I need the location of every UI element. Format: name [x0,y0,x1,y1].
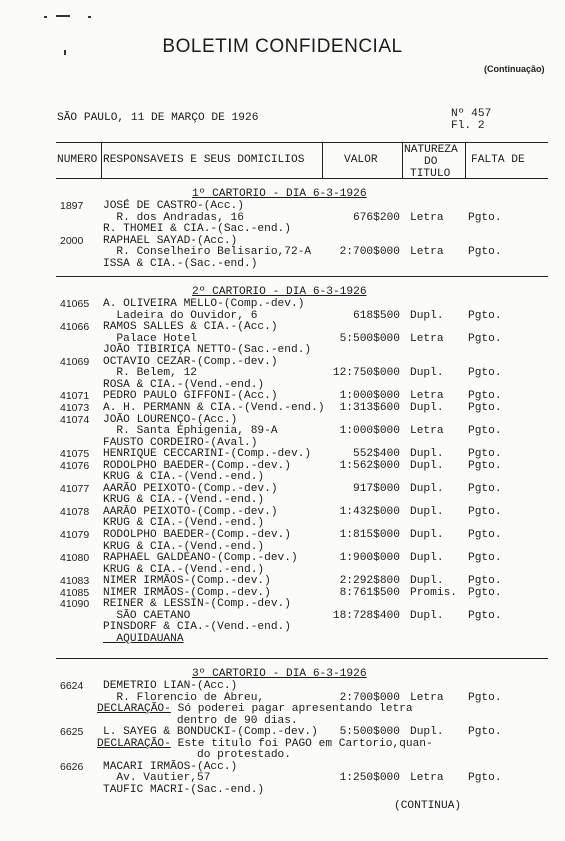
col-header-natureza: NATUREZA [404,144,458,156]
entry-nature: Dupl. [410,505,444,518]
entry-text: Av. Vautier,57 [103,772,211,785]
entry-value: 2:700$000 [339,246,400,259]
entry-nature: Dupl. [410,401,444,414]
entry-text: RODOLPHO BAEDER-(Comp.-dev.) [103,459,291,472]
entry-value: 1:815$000 [339,529,400,541]
cartorio-section-title: 2º CARTORIO - DIA 6-3-1926 [192,286,367,298]
entry-value: 1:000$000 [339,390,400,403]
entry-text: ISSA & CIA.-(Sac.-end.) [103,257,258,270]
entry-text: FAUSTO CORDEIRO-(Aval.) [103,436,258,449]
entry-falta: Pgto. [468,505,502,518]
entry-text: A. H. PERMANN & CIA.-(Vend.-end.) [103,401,325,414]
entry-nature: Letra [410,425,444,438]
scan-mark [88,16,91,18]
col-header-valor: VALOR [344,154,378,166]
col-header-numero: NUMERO [57,154,98,166]
entry-number: 41075 [60,448,90,461]
entry-nature: Dupl. [410,448,444,461]
scan-mark [44,16,47,18]
entry-text: REINER & LESSIN-(Comp.-dev.) [103,598,291,611]
entry-nature: Letra [410,772,444,785]
continuation-note: (Continuação) [484,64,545,74]
scan-mark [64,50,66,55]
entry-nature: Letra [410,332,444,345]
entry-number: 41073 [60,401,90,414]
entry-text: MACARI IRMÃOS-(Acc.) [103,760,238,773]
col-divider [101,142,102,179]
entry-number: 41080 [60,552,90,565]
entry-nature: Letra [410,246,444,259]
place-date: SÃO PAULO, 11 DE MARÇO DE 1926 [57,112,259,124]
document-title: BOLETIM CONFIDENCIAL [162,36,403,57]
entry-text: KRUG & CIA.-(Vend.-end.) [103,494,265,507]
entry-falta: Pgto. [468,390,502,403]
entry-text: OCTAVIO CEZAR-(Comp.-dev.) [103,355,278,368]
entry-nature: Dupl. [410,552,444,565]
entry-value: 2:292$800 [339,575,400,588]
entry-value: 552$400 [353,448,400,461]
entry-number: 6625 [60,726,84,739]
entry-text: JOÃO TIBIRIÇA NETTO-(Sac.-end.) [103,344,312,357]
entry-text: KRUG & CIA.-(Vend.-end.) [103,563,265,576]
entry-text: JOÃO LOURENÇO-(Acc.) [103,413,238,426]
entry-text: Palace Hotel [103,332,197,345]
entry-falta: Pgto. [468,609,502,622]
entry-value: 676$200 [353,211,400,224]
entry-text: RAPHAEL SAYAD-(Acc.) [103,234,238,247]
entry-falta: Pgto. [468,332,502,345]
entry-number: 41079 [60,529,90,541]
entry-number: 41083 [60,575,90,588]
entry-text: R. Belem, 12 [103,367,197,380]
entry-falta: Pgto. [468,726,502,739]
entry-text: RAPHAEL GALDEANO-(Comp.-dev.) [103,552,298,565]
entry-text: R. THOMEI & CIA.-(Sac.-end.) [103,223,291,236]
section-rule [56,276,548,277]
entry-nature: Dupl. [410,609,444,622]
col-divider [322,142,323,179]
entry-number: 6624 [60,680,84,692]
entry-number: 1897 [60,200,84,212]
entry-number: 41066 [60,321,90,334]
entry-text: R. dos Andradas, 16 [103,211,244,224]
entry-value: 5:500$000 [339,726,400,739]
entry-text: SÃO CAETANO [103,609,191,622]
entry-number: 41085 [60,586,90,599]
entry-falta: Pgto. [468,586,502,599]
entry-value: 1:313$600 [339,401,400,414]
col-header-falta: FALTA DE [471,154,525,166]
declaration-label: DECLARAÇÃO- [97,737,171,750]
entry-text: KRUG & CIA.-(Vend.-end.) [103,471,265,484]
entry-number: 41090 [60,598,90,611]
section-rule [56,658,548,659]
entry-text: KRUG & CIA.-(Vend.-end.) [103,517,265,530]
entry-nature: Promis. [410,586,457,599]
entry-value: 5:500$000 [339,332,400,345]
entry-value: 1:000$000 [339,425,400,438]
entry-value: 1:900$000 [339,552,400,565]
bulletin-number: Nº 457 [451,108,492,120]
entry-nature: Letra [410,211,444,224]
col-divider [465,142,466,179]
entry-falta: Pgto. [468,246,502,259]
entry-text: Só poderei pagar apresentando letra [170,703,413,716]
entry-value: 12:750$000 [332,367,400,380]
col-divider [402,142,403,179]
col-header-natureza: DO [424,156,438,168]
entry-text: do protestado. [103,749,291,762]
entry-value: 8:761$500 [339,586,400,599]
entry-nature: Letra [410,390,444,403]
cartorio-section-title: 1º CARTORIO - DIA 6-3-1926 [192,188,367,200]
entry-number: 6626 [60,760,84,773]
entry-text: NIMER IRMÃOS-(Comp.-dev.) [103,586,271,599]
entry-text: A. OLIVEIRA MELLO-(Comp.-dev.) [103,298,305,310]
entry-text: DEMETRIO LIAN-(Acc.) [103,680,238,692]
entry-text: HENRIQUE CECCARINI-(Comp.-dev.) [103,448,312,461]
declaration-label: DECLARAÇÃO- [97,703,171,716]
entry-number: 41074 [60,413,90,426]
entry-text: Este titulo foi PAGO em Cartorio,quan- [170,737,433,750]
sheet-number: Fl. 2 [451,120,485,132]
entry-value: 1:562$000 [339,459,400,472]
entry-value: 1:250$000 [339,772,400,785]
scan-mark [56,15,70,17]
entry-text: ROSA & CIA.-(Vend.-end.) [103,378,265,391]
entry-text: Ladeira do Ouvidor, 6 [103,309,258,322]
entry-nature: Dupl. [410,575,444,588]
entry-text: NIMER IRMÃOS-(Comp.-dev.) [103,575,271,588]
col-header-responsaveis: RESPONSAVEIS E SEUS DOMICILIOS [103,154,305,166]
entry-falta: Pgto. [468,529,502,541]
entry-falta: Pgto. [468,691,502,704]
entry-falta: Pgto. [468,401,502,414]
entry-number: 41077 [60,482,90,495]
entry-nature: Dupl. [410,309,444,322]
entry-text: AARÃO PEIXOTO-(Comp.-dev.) [103,482,278,495]
entry-nature: Dupl. [410,459,444,472]
entry-text: R. Florencio de Abreu, [103,691,265,704]
entry-falta: Pgto. [468,552,502,565]
entry-text: AARÃO PEIXOTO-(Comp.-dev.) [103,505,278,518]
entry-value: 618$500 [353,309,400,322]
entry-falta: Pgto. [468,459,502,472]
entry-nature: Letra [410,691,444,704]
col-header-natureza: TITULO [410,168,451,180]
header-top-rule [56,142,548,143]
entry-number: 41065 [60,298,90,310]
entry-nature: Dupl. [410,482,444,495]
entry-value: 2:700$000 [339,691,400,704]
entry-nature: Dupl. [410,529,444,541]
entry-text: RAMOS SALLES & CIA.-(Acc.) [103,321,278,334]
entry-falta: Pgto. [468,211,502,224]
entry-value: 18:728$400 [332,609,400,622]
entry-text: JOSÉ DE CASTRO-(Acc.) [103,200,244,212]
entry-falta: Pgto. [468,425,502,438]
entry-falta: Pgto. [468,448,502,461]
header-bottom-rule [56,178,548,179]
entry-number: 41071 [60,390,90,403]
cartorio-section-title: 3º CARTORIO - DIA 6-3-1926 [192,668,367,680]
entry-text: KRUG & CIA.-(Vend.-end.) [103,540,265,553]
entry-falta: Pgto. [468,575,502,588]
entry-text: R. Santa Ephigenia, 89-A [103,425,278,438]
entry-text: dentro de 90 dias. [103,714,298,727]
entry-nature: Dupl. [410,367,444,380]
entry-falta: Pgto. [468,309,502,322]
entry-falta: Pgto. [468,772,502,785]
entry-nature: Dupl. [410,726,444,739]
entry-text: PINSDORF & CIA.-(Vend.-end.) [103,621,291,634]
entry-text: PEDRO PAULO GIFFONI-(Acc.) [103,390,278,403]
entry-value: 1:432$000 [339,505,400,518]
entry-number: 41078 [60,505,90,518]
entry-text: RODOLPHO BAEDER-(Comp.-dev.) [103,529,291,541]
entry-text: AQUIDAUANA [103,632,184,645]
continua-footer: (CONTINUA) [394,800,462,812]
entry-number: 41076 [60,459,90,472]
entry-number: 2000 [60,234,84,247]
entry-text: R. Conselheiro Belisario,72-A [103,246,312,259]
entry-number: 41069 [60,355,90,368]
entry-text: L. SAYEG & BONDUCKI-(Comp.-dev.) [103,726,318,739]
entry-value: 917$000 [353,482,400,495]
entry-falta: Pgto. [468,482,502,495]
entry-falta: Pgto. [468,367,502,380]
entry-text: TAUFIC MACRI-(Sac.-end.) [103,783,265,796]
